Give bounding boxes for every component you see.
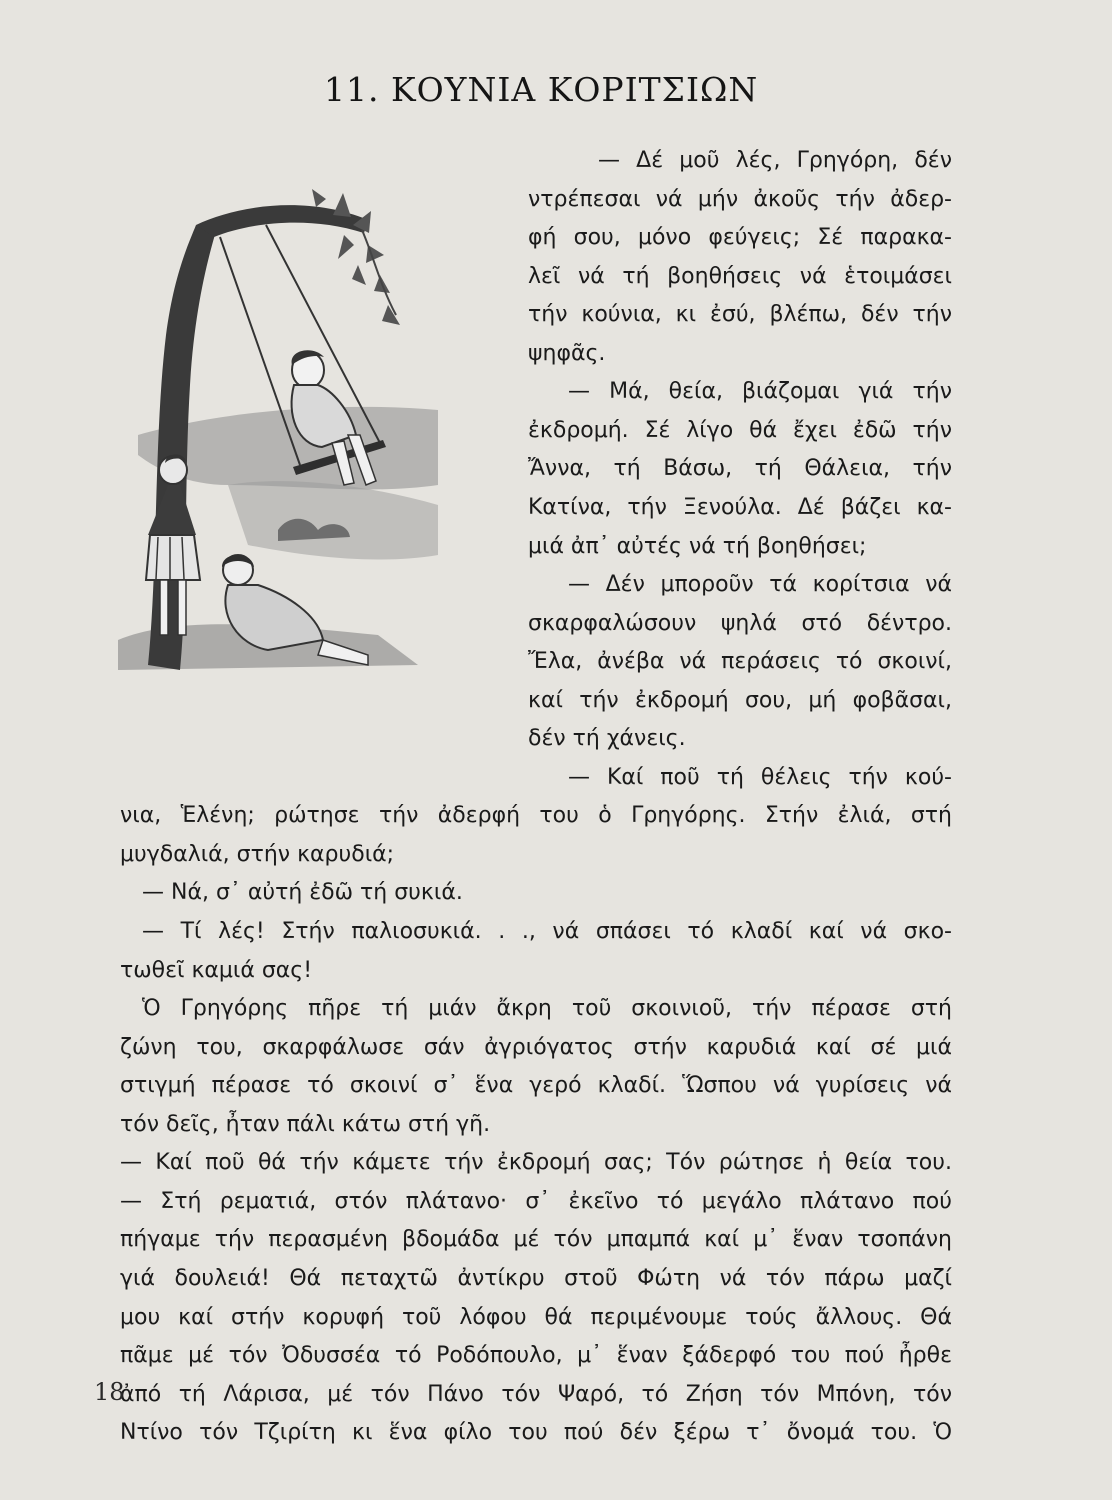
girls-swing-tree-illustration-icon [118,185,448,685]
text-line: τόν δεῖς, ἦταν πάλι κάτω στή γῆ. [120,1111,491,1137]
page-number: 18 [94,1378,125,1406]
text-line: — Τί λές! Στήν παλιοσυκιά. . ., νά σπάσει τό κλαδί καί νά σκο- [142,919,952,944]
text-line: Ὁ Γρηγόρης πῆρε τή μιάν ἄκρη τοῦ σκοινιοῦ, τήν πέρασε στή [142,996,952,1022]
text-line: Ντίνο τόν Τζιρίτη κι ἕνα φίλο του πού δέν ξέρω τ᾽ ὄνομά του. Ὁ [120,1420,952,1446]
text-line: — Καί ποῦ τή θέλεις τήν κού- [568,764,952,790]
text-line: γιά δουλειά! Θά πεταχτῶ ἀντίκρυ στοῦ Φώτη νά τόν πάρω μαζί [120,1265,952,1291]
text-line: ἐκδρομή. Σέ λίγο θά ἔχει ἐδῶ τήν [528,417,952,443]
text-line: ἀπό τή Λάρισα, μέ τόν Πάνο τόν Ψαρό, τό Ζήση τόν Μπόνη, τόν [120,1381,952,1407]
text-line: — Στή ρεματιά, στόν πλάτανο· σ᾽ ἐκεῖνο τό μεγάλο πλάτανο πού [120,1188,952,1214]
text-line: — Νά, σ᾽ αὐτή ἐδῶ τή συκιά. [142,880,463,906]
text-line: ντρέπεσαι νά μήν ἀκοῦς τήν ἀδερ- [528,186,952,212]
text-line: πήγαμε τήν περασμένη βδομάδα μέ τόν μπαμπά καί μ᾽ ἕναν τσοπάνη [120,1227,952,1253]
text-line: στιγμή πέρασε τό σκοινί σ᾽ ἕνα γερό κλαδί. Ὥσπου νά γυρίσεις νά [120,1073,952,1099]
text-line: σκαρφαλώσουν ψηλά στό δέντρο. [528,610,952,636]
text-line: Ἔλα, ἀνέβα νά περάσεις τό σκοινί, [528,649,952,675]
text-line: πᾶμε μέ τόν Ὀδυσσέα τό Ροδόπουλο, μ᾽ ἕναν ξάδερφό του πού ἦρθε [120,1343,952,1369]
text-line: Ἄννα, τή Βάσω, τή Θάλεια, τήν [528,456,952,482]
text-line: τωθεῖ καμιά σας! [120,957,313,983]
text-line: τήν κούνια, κι ἐσύ, βλέπω, δέν τήν [528,302,952,328]
text-line: μου καί στήν κορυφή τοῦ λόφου θά περιμένουμε τούς ἄλλους. Θά [120,1304,952,1330]
text-line: καί τήν ἐκδρομή σου, μή φοβᾶσαι, [528,687,952,713]
text-line: δέν τή χάνεις. [528,726,686,752]
text-line: Κατίνα, τήν Ξενούλα. Δέ βάζει κα- [528,494,952,520]
chapter-title: 11. ΚΟΥΝΙΑ ΚΟΡΙΤΣΙΩΝ [324,70,759,109]
text-line: μυγδαλιά, στήν καρυδιά; [120,841,395,867]
text-line: — Μά, θεία, βιάζομαι γιά τήν [568,379,952,405]
text-line: φή σου, μόνο φεύγεις; Σέ παρακα- [528,225,952,251]
text-line: — Καί ποῦ θά τήν κάμετε τήν ἐκδρομή σας; Τόν ρώτησε ἡ θεία του. [120,1150,952,1176]
text-line: λεῖ νά τή βοηθήσεις νά ἑτοιμάσει [528,263,952,289]
text-line: ζώνη του, σκαρφάλωσε σάν ἀγριόγατος στήν καρυδιά καί σέ μιά [120,1034,952,1060]
text-line: μιά ἀπ᾽ αὐτές νά τή βοηθήσει; [528,533,867,559]
text-line: — Δέ μοῦ λές, Γρηγόρη, δέν [598,148,952,173]
text-line: — Δέν μποροῦν τά κορίτσια νά [568,572,952,598]
text-line: νια, Ἑλένη; ρώτησε τήν ἀδερφή του ὁ Γρηγόρης. Στήν ἐλιά, στή [120,803,952,829]
text-line: ψηφᾶς. [528,340,606,366]
